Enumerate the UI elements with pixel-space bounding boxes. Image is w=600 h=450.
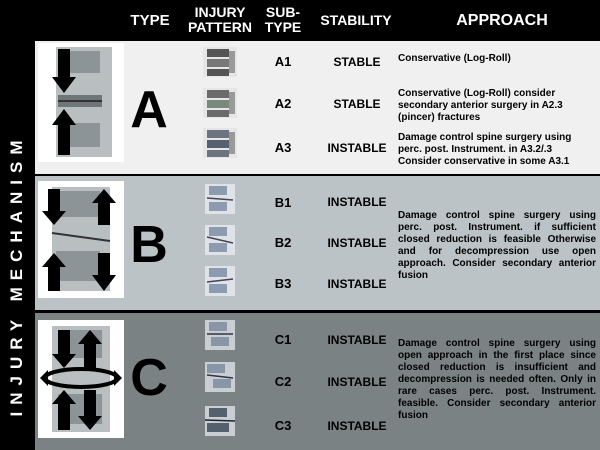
- stability-c2: INSTABLE: [327, 375, 387, 389]
- subtype-a1: A1: [274, 54, 292, 69]
- approach-a3: Damage control spine surgery using perc. post. Instrument. in A3.2/.3 Consider conservative in some A3.1: [398, 132, 572, 167]
- subtype-a3: A3: [274, 140, 292, 155]
- subtype-b3: B3: [274, 276, 292, 291]
- subtype-c3: C3: [274, 418, 292, 433]
- stability-c1: INSTABLE: [327, 333, 387, 347]
- injury-pattern-b2: [195, 223, 245, 257]
- approach-a2: Conservative (Log-Roll) consider secondary anterior surgery in A2.3 (pincer) fractures: [398, 88, 563, 123]
- approach-b: Damage control spine surgery using perc. post. Instrument. if sufficient closed reduction is feasible Otherwise and for decompression use open approach. Consider secondary anterior fusion: [398, 210, 596, 281]
- injury-pattern-b1: [195, 182, 245, 216]
- subtype-b1: B1: [274, 195, 292, 210]
- injury-pattern-a3: [195, 126, 245, 160]
- stability-b3: INSTABLE: [327, 277, 387, 291]
- injury-pattern-b3: [195, 264, 245, 298]
- stability-a1: STABLE: [333, 55, 381, 69]
- stability-a3: INSTABLE: [327, 141, 387, 155]
- stability-c3: INSTABLE: [327, 419, 387, 433]
- mechanism-diagram-c: [38, 320, 124, 438]
- subtype-c1: C1: [274, 332, 292, 347]
- stability-b2: INSTABLE: [327, 236, 387, 250]
- stability-a2: STABLE: [333, 97, 381, 111]
- type-letter-b: B: [130, 216, 168, 274]
- mechanism-diagram-a: [38, 43, 124, 162]
- side-label-container: [0, 40, 34, 450]
- injury-pattern-c3: [195, 404, 245, 438]
- side-label: INJURY MECHANISM: [7, 133, 26, 417]
- injury-pattern-a1: [195, 45, 245, 79]
- header-approach: APPROACH: [456, 11, 548, 29]
- subtype-c2: C2: [274, 374, 292, 389]
- header-injury-pattern: INJURY PATTERN: [187, 4, 253, 35]
- injury-pattern-a2: [195, 86, 245, 120]
- header-type: TYPE: [130, 11, 170, 29]
- type-letter-a: A: [130, 81, 168, 139]
- injury-pattern-c2: [195, 360, 245, 394]
- subtype-a2: A2: [274, 96, 292, 111]
- subtype-b2: B2: [274, 235, 292, 250]
- header-subtype: SUB-TYPE: [264, 4, 302, 35]
- mechanism-diagram-b: [38, 181, 124, 298]
- approach-c: Damage control spine surgery using open approach in the first place since closed reduction is insufficient and decompression is needed often. Only in rare cases perc. post. Instrument. feasible. Consider secondary anterior fusion: [398, 338, 596, 421]
- stability-b1: INSTABLE: [327, 195, 387, 209]
- injury-pattern-c1: [195, 318, 245, 352]
- header-stability: STABILITY: [320, 11, 392, 28]
- type-letter-c: C: [130, 349, 168, 407]
- approach-a1: Conservative (Log-Roll): [398, 53, 511, 64]
